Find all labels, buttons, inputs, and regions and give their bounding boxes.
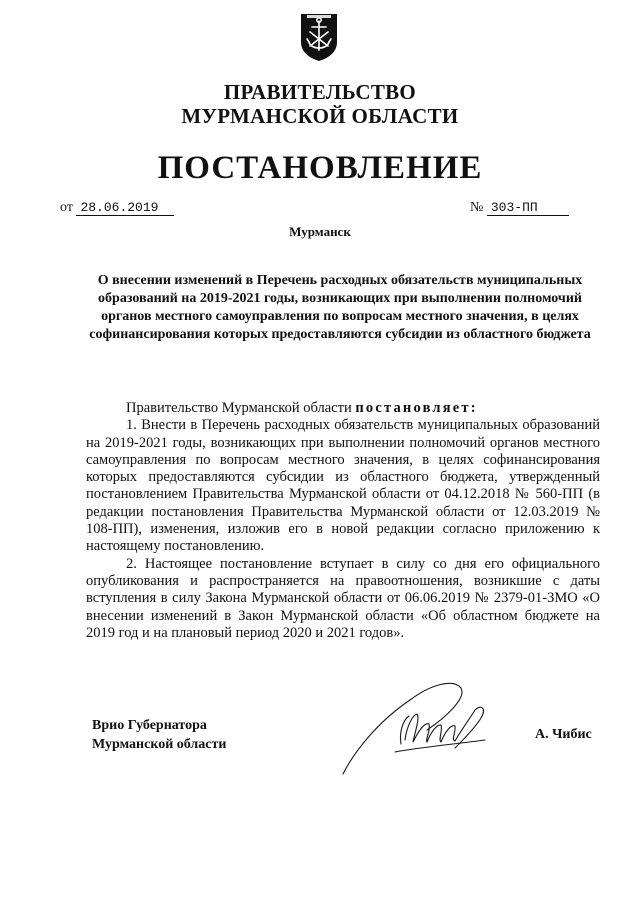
intro-line xyxy=(86,400,600,417)
decree-keyword: постановляет: xyxy=(355,400,478,416)
document-date: 28.06.2019 xyxy=(76,200,174,216)
city-name: Мурманск xyxy=(289,224,351,239)
document-number: 303-ПП xyxy=(487,200,569,216)
paragraph-2: 2. Настоящее постановление вступает в силу со дня его официального опубликования и распространяется на правоотношения, возникшие с даты вступления в силу Закона Мурманской области от 06.06.2019 № 2379-01-ЗМО «О внесении изменений в Закон Мурманской области «Об областном бюджете на 2019 год и на плановый период 2020 и 2021 годов». xyxy=(86,555,600,641)
org-name-line-2: МУРМАНСКОЙ ОБЛАСТИ xyxy=(181,104,459,128)
document-subject: О внесении изменений в Перечень расходных обязательств муниципальных образований на 2019-2021 годы, возникающих при выполнении полномочий органов местного самоуправления по вопросам местного значения, в целях софинансирования которых предоставляются субсидии из областного бюджета xyxy=(89,273,591,342)
number-prefix: № xyxy=(470,200,484,215)
document-type-title: ПОСТАНОВЛЕНИЕ xyxy=(157,150,483,186)
number-field xyxy=(470,200,569,216)
paragraph-1: 1. Внести в Перечень расходных обязательств муниципальных образований на 2019-2021 годы, возникающих при выполнении полномочий органов местного самоуправления по вопросам местного значения, в целях софинансирования которых предоставляются субсидии из областного бюджета, утвержденный постановлением Правительства Мурманской области от 04.12.2018 № 560-ПП (в редакции постановления Правительства Мурманской области от 12.03.2019 № 108-ПП), изменения, изложив его в новой редакции согласно приложению к настоящему постановлению. xyxy=(86,417,600,555)
coat-of-arms-icon xyxy=(299,12,339,62)
signatory-position xyxy=(92,716,226,754)
org-name-line-1: ПРАВИТЕЛЬСТВО xyxy=(223,80,417,104)
position-line-2: Мурманской области xyxy=(92,737,227,752)
position-line-1: Врио Губернатора xyxy=(92,718,207,733)
date-field xyxy=(60,200,174,216)
date-prefix: от xyxy=(60,200,73,215)
handwritten-signature xyxy=(335,670,505,780)
document-body xyxy=(86,400,600,642)
signatory-name: А. Чибис xyxy=(535,727,592,742)
intro-text: Правительство Мурманской области xyxy=(126,400,356,416)
